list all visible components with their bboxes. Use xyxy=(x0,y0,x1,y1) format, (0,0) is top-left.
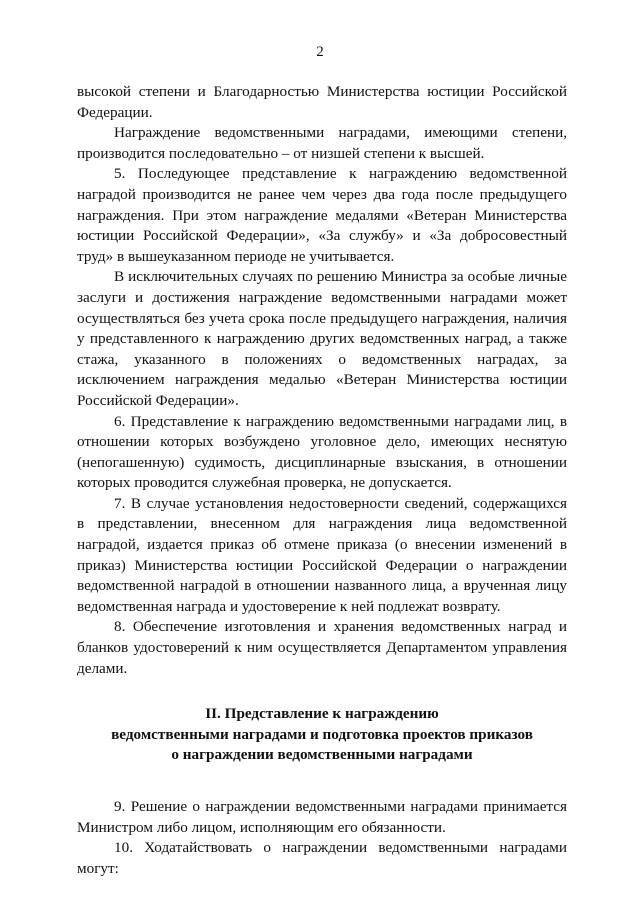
section-heading xyxy=(77,704,567,766)
paragraph-item-8: 8. Обеспечение изготовления и хранения ведомственных наград и бланков удостоверений к ним осуществляется Департаментом управления делами. xyxy=(77,618,567,677)
paragraph-item-6: 6. Представление к награждению ведомственными наградами лиц, в отношении которых возбуждено уголовное дело, имеющих неснятую (непогашенную) судимость, дисциплинарные взыскания, в отношении которых проводится служебная проверка, не допускается. xyxy=(77,412,567,492)
paragraph-awards-order: Награждение ведомственными наградами, имеющими степени, производится последовательно – от низшей степени к высшей. xyxy=(77,124,567,162)
document-body xyxy=(77,82,567,879)
page-number: 2 xyxy=(316,44,324,60)
paragraph-item-10: 10. Ходатайствовать о награждении ведомственными наградами могут: xyxy=(77,839,567,877)
paragraph-item-5: 5. Последующее представление к награждению ведомственной наградой производится не ранее чем через два года после предыдущего награждения. При этом награждение медалями «Ветеран Министерства юстиции Российской Федерации», «За службу» и «За добросовестный труд» в вышеуказанном периоде не учитывается. xyxy=(77,165,567,265)
section-heading-line-1: II. Представление к награждению xyxy=(205,705,439,723)
paragraph-item-9: 9. Решение о награждении ведомственными наградами принимается Министром либо лицом, исполняющим его обязанности. xyxy=(77,798,567,836)
section-heading-line-2: ведомственными наградами и подготовка проектов приказов xyxy=(111,725,533,743)
paragraph-item-7: 7. В случае установления недостоверности сведений, содержащихся в представлении, внесенном для награждения лица ведомственной наградой, издается приказ об отмене приказа (о внесении изменений в приказ) Министерства юстиции Российской Федерации о награждении ведомственной наградой в отношении названного лица, а врученная лицу ведомственная награда и удостоверение к ней подлежат возврату. xyxy=(77,494,567,615)
section-heading-line-3: о награждении ведомственными наградами xyxy=(171,746,473,764)
paragraph-exceptional-cases: В исключительных случаях по решению Министра за особые личные заслуги и достижения награждение ведомственными наградами может осуществляться без учета срока после предыдущего награждения, наличия у представленного к награждению других ведомственных наград, а также стажа, указанного в положениях о ведомственных наградах, за исключением награждения медалью «Ветеран Министерства юстиции Российской Федерации». xyxy=(77,268,567,409)
paragraph-continuation: высокой степени и Благодарностью Министерства юстиции Российской Федерации. xyxy=(77,83,567,121)
